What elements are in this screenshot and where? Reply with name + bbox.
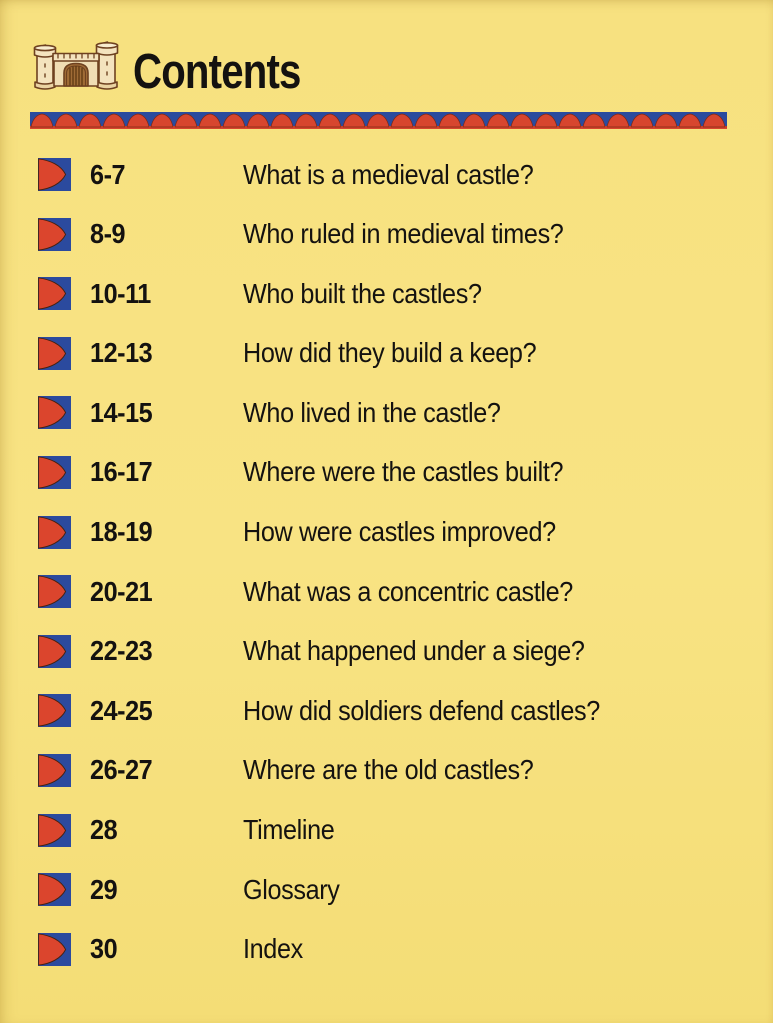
entry-title: How were castles improved? <box>243 516 556 548</box>
entry-title: Who built the castles? <box>243 277 482 309</box>
page-range: 6-7 <box>90 158 126 190</box>
bullet-icon <box>38 456 71 489</box>
page-range: 28 <box>90 814 118 846</box>
page-range: 24-25 <box>90 694 153 726</box>
toc-row <box>38 933 738 966</box>
toc-row <box>38 814 738 847</box>
bullet-icon <box>38 158 71 191</box>
toc-row <box>38 694 738 727</box>
bullet-icon <box>38 575 71 608</box>
bullet-icon <box>38 396 71 429</box>
bullet-icon <box>38 635 71 668</box>
page-range: 10-11 <box>90 277 151 309</box>
toc-row <box>38 516 738 549</box>
page-range: 30 <box>90 933 118 965</box>
bullet-icon <box>38 694 71 727</box>
toc-row <box>38 873 738 906</box>
entry-title: Who lived in the castle? <box>243 396 501 428</box>
page-range: 14-15 <box>90 396 153 428</box>
toc-row <box>38 158 738 191</box>
page-range: 18-19 <box>90 516 153 548</box>
entry-title: What is a medieval castle? <box>243 158 534 190</box>
toc-row <box>38 456 738 489</box>
bullet-icon <box>38 814 71 847</box>
toc-row <box>38 754 738 787</box>
page-range: 22-23 <box>90 635 153 667</box>
page-range: 12-13 <box>90 337 153 369</box>
entry-title: Index <box>243 933 303 965</box>
entry-title: Where are the old castles? <box>243 754 534 786</box>
divider-band <box>30 112 727 129</box>
bullet-icon <box>38 754 71 787</box>
band-red-arches <box>31 114 727 127</box>
entry-title: Timeline <box>243 814 335 846</box>
entry-title: What happened under a siege? <box>243 635 585 667</box>
page-range: 16-17 <box>90 456 153 488</box>
bullet-icon <box>38 337 71 370</box>
entry-title: Glossary <box>243 873 340 905</box>
entry-title: What was a concentric castle? <box>243 575 573 607</box>
entry-title: Who ruled in medieval times? <box>243 218 564 250</box>
toc-row <box>38 218 738 251</box>
entry-title: How did they build a keep? <box>243 337 537 369</box>
page-range: 8-9 <box>90 218 126 250</box>
bullet-icon <box>38 873 71 906</box>
page-range: 20-21 <box>90 575 153 607</box>
toc-row <box>38 575 738 608</box>
bullet-icon <box>38 933 71 966</box>
castle-icon <box>33 40 119 94</box>
bullet-icon <box>38 277 71 310</box>
entry-title: Where were the castles built? <box>243 456 564 488</box>
bullet-icon <box>38 516 71 549</box>
page-title: Contents <box>133 45 301 99</box>
page-range: 29 <box>90 873 118 905</box>
toc-row <box>38 396 738 429</box>
entry-title: How did soldiers defend castles? <box>243 694 600 726</box>
toc-row <box>38 635 738 668</box>
toc-row <box>38 277 738 310</box>
toc-row <box>38 337 738 370</box>
bullet-icon <box>38 218 71 251</box>
toc-list <box>38 158 738 992</box>
page-range: 26-27 <box>90 754 153 786</box>
